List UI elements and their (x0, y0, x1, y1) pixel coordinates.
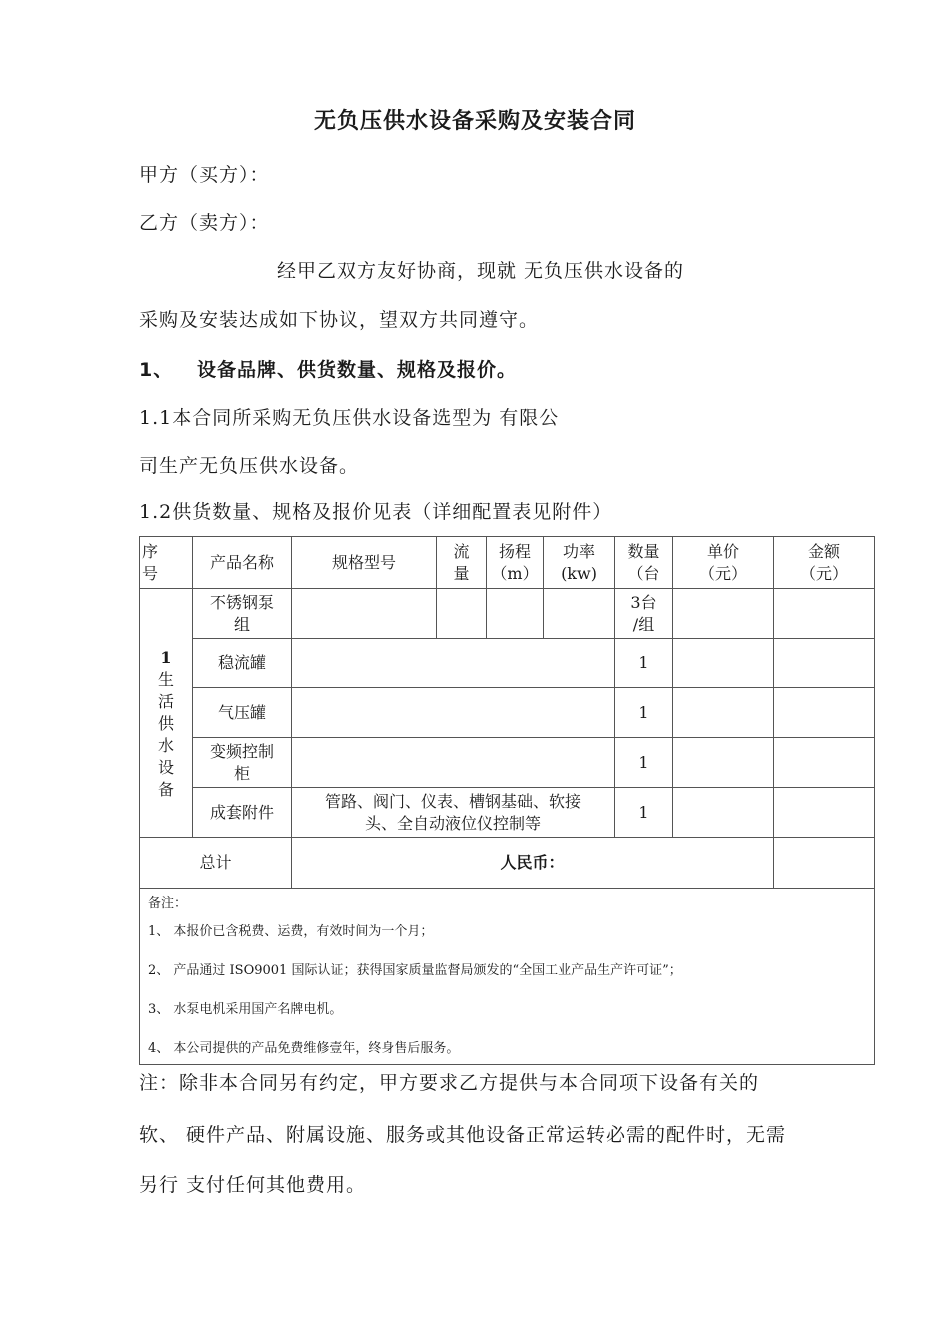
notes-cell (140, 889, 875, 1065)
notes-heading: 备注： (148, 896, 188, 911)
header-flow: 流 量 (437, 537, 487, 589)
header-model: 规格型号 (292, 537, 437, 589)
row-product-name: 成套附件 (193, 788, 292, 838)
party-a-label: 甲方（买方）： (139, 164, 270, 186)
section-1-title: 设备品牌、供货数量、规格及报价。 (197, 359, 518, 381)
party-b-label: 乙方（卖方）： (139, 212, 270, 234)
clause-1-2: 1.2供货数量、规格及报价见表（详细配置表见附件） (139, 501, 613, 523)
spec-price-table (139, 536, 875, 1065)
row-flow (437, 589, 487, 639)
row-unit-price (673, 788, 774, 838)
note-item: 3、 水泵电机采用国产名牌电机。 (148, 1002, 343, 1017)
total-row (140, 838, 875, 889)
note-item: 2、 产品通过 ISO9001 国际认证；获得国家质量监督局颁发的“全国工业产品生产许可证”； (148, 963, 682, 978)
row-product-name: 稳流罐 (193, 639, 292, 688)
table-header-row (140, 537, 875, 589)
row-unit-price (673, 639, 774, 688)
row-head (487, 589, 544, 639)
note-item: 1、 本报价已含税费、运费，有效时间为一个月； (148, 924, 434, 939)
row-qty: 1 (615, 639, 673, 688)
intro-line-1: 经甲乙双方友好协商，现就 无负压供水设备的 (277, 260, 685, 282)
row-amount (774, 738, 875, 788)
row-unit-price (673, 738, 774, 788)
row-spec (292, 639, 615, 688)
row-power (544, 589, 615, 639)
row-product-name: 气压罐 (193, 688, 292, 738)
row-unit-price (673, 589, 774, 639)
clause-1-1-line-1: 1.1本合同所采购无负压供水设备选型为 有限公 (139, 407, 560, 429)
table-row (140, 639, 875, 688)
row-amount (774, 788, 875, 838)
note-item: 4、 本公司提供的产品免费维修壹年，终身售后服务。 (148, 1041, 460, 1056)
intro-line-2: 采购及安装达成如下协议，望双方共同遵守。 (139, 309, 540, 331)
footer-note-line-1: 注：除非本合同另有约定，甲方要求乙方提供与本合同项下设备有关的 (139, 1072, 760, 1094)
row-product-name: 不锈钢泵 组 (193, 589, 292, 639)
row-qty: 1 (615, 738, 673, 788)
row-qty: 3台 /组 (615, 589, 673, 639)
table-row (140, 788, 875, 838)
row-product-name: 变频控制 柜 (193, 738, 292, 788)
row-spec: 管路、阀门、仪表、槽钢基础、软接 头、全自动液位仪控制等 (292, 788, 615, 838)
row-amount (774, 639, 875, 688)
total-currency: 人民币： (292, 838, 774, 889)
header-seq: 序 号 (140, 537, 193, 589)
table-row (140, 589, 875, 639)
header-product-name: 产品名称 (193, 537, 292, 589)
row-model (292, 589, 437, 639)
row-amount (774, 688, 875, 738)
row-qty: 1 (615, 788, 673, 838)
header-unit-price: 单价 （元） (673, 537, 774, 589)
footer-note-line-3: 另行 支付任何其他费用。 (139, 1174, 367, 1196)
row-spec (292, 688, 615, 738)
section-1-number: 1、 (139, 359, 174, 381)
footer-note-line-2: 软、 硬件产品、附属设施、服务或其他设备正常运转必需的配件时，无需 (139, 1124, 787, 1146)
notes-row (140, 889, 875, 1065)
row-unit-price (673, 688, 774, 738)
row-qty: 1 (615, 688, 673, 738)
total-amount (774, 838, 875, 889)
table-row (140, 688, 875, 738)
total-label: 总计 (140, 838, 292, 889)
document-title: 无负压供水设备采购及安装合同 (313, 109, 636, 134)
header-amount: 金额 （元） (774, 537, 875, 589)
clause-1-1-line-2: 司生产无负压供水设备。 (139, 455, 360, 477)
header-qty: 数量 （台 (615, 537, 673, 589)
category-cell: 1 生 活 供 水 设 备 (140, 589, 193, 838)
row-spec (292, 738, 615, 788)
row-amount (774, 589, 875, 639)
header-head: 扬程 （m） (487, 537, 544, 589)
header-power: 功率 (kw) (544, 537, 615, 589)
table-row (140, 738, 875, 788)
